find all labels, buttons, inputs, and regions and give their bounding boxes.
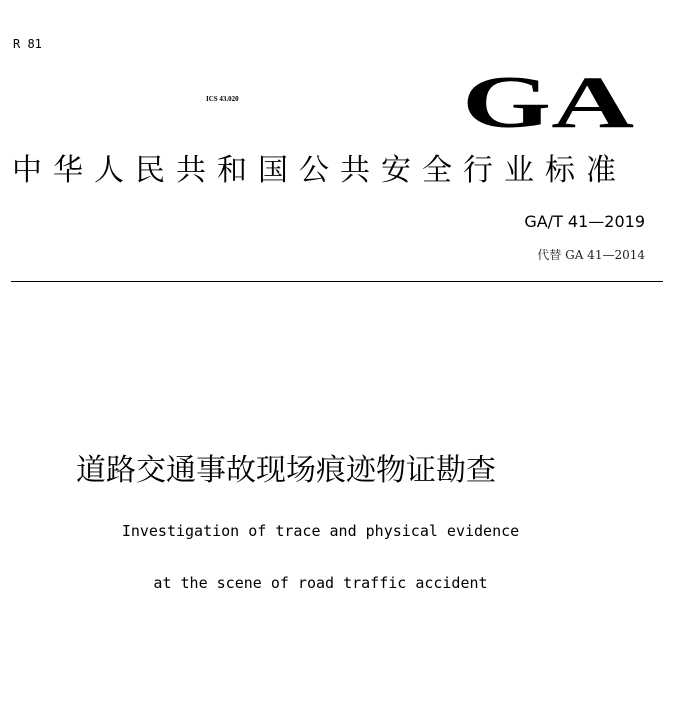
document-title-english-line2: at the scene of road traffic accident <box>153 574 488 592</box>
document-title-english-line1: Investigation of trace and physical evidence <box>121 522 520 540</box>
standard-category-title: 中华人民共和国公共安全行业标准 <box>12 153 627 188</box>
document-title-chinese: 道路交通事故现场痕迹物证勘查 <box>76 453 496 488</box>
ga-logo: GA <box>462 62 635 144</box>
ics-code: ICS 43.020 <box>206 95 239 103</box>
header-divider <box>11 281 663 282</box>
classification-code: R 81 <box>13 37 42 51</box>
replaces-note: 代替 GA 41—2014 <box>537 248 645 262</box>
standard-number: GA/T 41—2019 <box>524 212 645 231</box>
